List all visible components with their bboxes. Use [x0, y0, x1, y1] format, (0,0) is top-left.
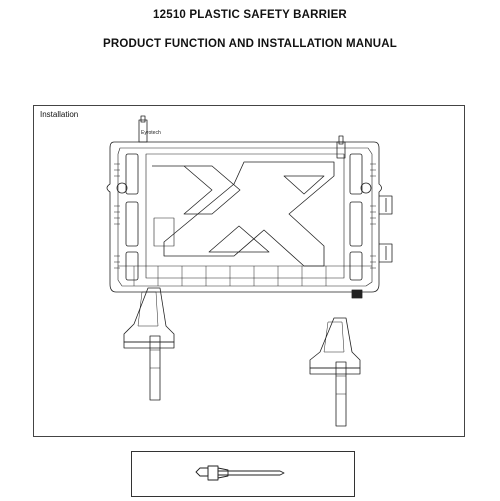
barrier-panel	[107, 116, 392, 298]
brand-logo: Eyrotech	[141, 130, 161, 136]
right-foot	[310, 318, 360, 426]
document-title: 12510 PLASTIC SAFETY BARRIER	[153, 9, 347, 21]
left-foot	[124, 288, 174, 400]
installation-figure	[33, 105, 465, 437]
barrier-installation-drawing	[34, 106, 464, 436]
hammer-icon	[132, 452, 354, 496]
tools-box	[131, 451, 355, 497]
document-subtitle: PRODUCT FUNCTION AND INSTALLATION MANUAL	[103, 38, 397, 50]
installation-label: Installation	[40, 110, 79, 119]
